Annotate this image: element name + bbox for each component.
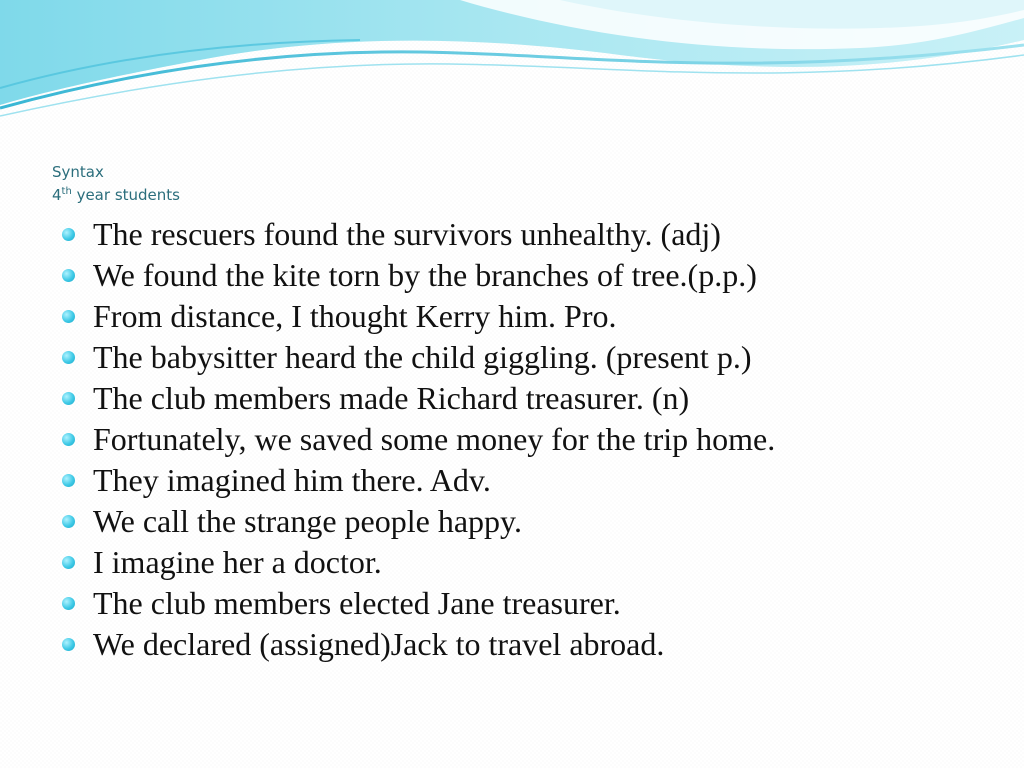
circle-bullet-icon <box>62 474 75 487</box>
circle-bullet-icon <box>62 310 75 323</box>
list-item <box>62 337 1002 378</box>
circle-bullet-icon <box>62 515 75 528</box>
sentence-text: The rescuers found the survivors unhealthy. (adj) <box>93 216 721 252</box>
list-item <box>62 583 1002 624</box>
circle-bullet-icon <box>62 351 75 364</box>
circle-bullet-icon <box>62 556 75 569</box>
sentence-list <box>62 214 1002 665</box>
header-wave-decoration <box>0 0 1024 130</box>
sentence-text: The club members made Richard treasurer. (n) <box>93 380 690 416</box>
sentence-text: We call the strange people happy. <box>93 503 522 539</box>
heading-year-number: 4 <box>52 186 62 204</box>
list-item <box>62 542 1002 583</box>
circle-bullet-icon <box>62 269 75 282</box>
sentence-text: We found the kite torn by the branches of tree.(p.p.) <box>93 257 757 293</box>
list-item <box>62 501 1002 542</box>
sentence-text: The club members elected Jane treasurer. <box>93 585 621 621</box>
heading-line-subject: Syntax <box>52 163 104 181</box>
heading-year-suffix: th <box>61 186 72 197</box>
list-item <box>62 460 1002 501</box>
circle-bullet-icon <box>62 392 75 405</box>
circle-bullet-icon <box>62 228 75 241</box>
circle-bullet-icon <box>62 597 75 610</box>
heading-line-audience <box>52 184 180 207</box>
circle-bullet-icon <box>62 433 75 446</box>
heading-year-text: year students <box>71 186 180 204</box>
list-item <box>62 214 1002 255</box>
sentence-text: We declared (assigned)Jack to travel abroad. <box>93 626 665 662</box>
sentence-text: From distance, I thought Kerry him. Pro. <box>93 298 617 334</box>
slide-heading <box>52 161 180 207</box>
sentence-text: Fortunately, we saved some money for the trip home. <box>93 421 776 457</box>
list-item <box>62 255 1002 296</box>
sentence-text: The babysitter heard the child giggling. (present p.) <box>93 339 752 375</box>
list-item <box>62 624 1002 665</box>
sentence-text: I imagine her a doctor. <box>93 544 382 580</box>
list-item <box>62 296 1002 337</box>
circle-bullet-icon <box>62 638 75 651</box>
sentence-text: They imagined him there. Adv. <box>93 462 491 498</box>
list-item <box>62 419 1002 460</box>
list-item <box>62 378 1002 419</box>
